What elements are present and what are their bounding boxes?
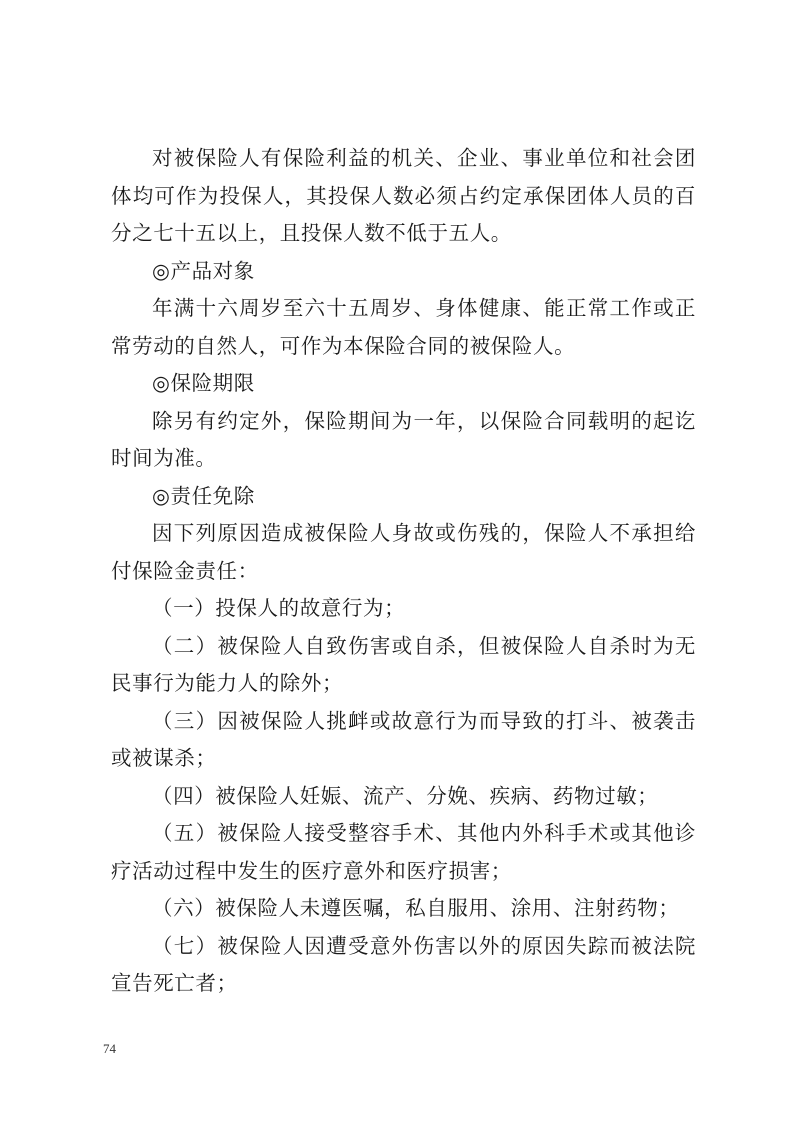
exclusion-item: （二）被保险人自致伤害或自杀，但被保险人自杀时为无民事行为能力人的除外； — [111, 633, 696, 695]
exclusion-item: （三）因被保险人挑衅或故意行为而导致的打斗、被袭击或被谋杀； — [111, 708, 696, 770]
section-heading-product-target: ◎产品对象 — [152, 258, 255, 283]
exclusions-intro-paragraph: 因下列原因造成被保险人身故或伤残的，保险人不承担给付保险金责任： — [111, 521, 696, 583]
policyholder-paragraph: 对被保险人有保险利益的机关、企业、事业单位和社会团体均可作为投保人，其投保人数必须占约定承保团体人员的百分之七十五以上，且投保人数不低于五人。 — [111, 146, 696, 245]
exclusion-item: （六）被保险人未遵医嘱，私自服用、涂用、注射药物； — [152, 896, 680, 920]
section-heading-insurance-period: ◎保险期限 — [152, 371, 255, 395]
insurance-period-paragraph: 除另有约定外，保险期间为一年，以保险合同载明的起讫时间为准。 — [111, 408, 696, 470]
page-number: 74 — [103, 1041, 116, 1056]
exclusion-item: （一）投保人的故意行为； — [152, 596, 406, 620]
exclusion-item: （四）被保险人妊娠、流产、分娩、疾病、药物过敏； — [152, 783, 659, 808]
exclusion-item: （五）被保险人接受整容手术、其他内外科手术或其他诊疗活动过程中发生的医疗意外和医疗损害； — [111, 821, 696, 883]
exclusion-item: （七）被保险人因遭受意外伤害以外的原因失踪而被法院宣告死亡者； — [111, 933, 696, 995]
section-heading-exclusions: ◎责任免除 — [152, 483, 255, 508]
insured-eligibility-paragraph: 年满十六周岁至六十五周岁、身体健康、能正常工作或正常劳动的自然人，可作为本保险合同的被保险人。 — [111, 296, 696, 358]
document-body — [111, 140, 696, 1003]
